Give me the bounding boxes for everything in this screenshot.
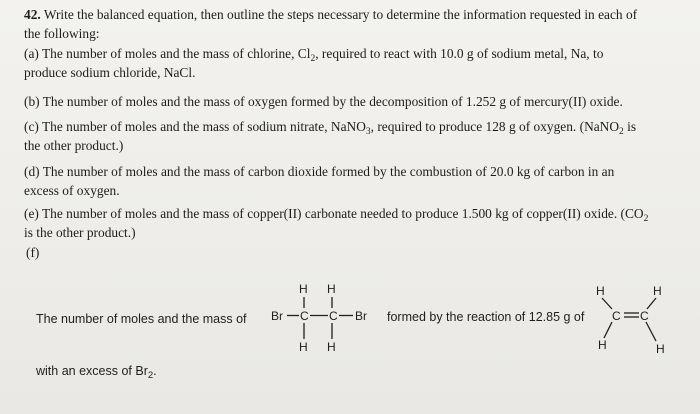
question-intro-text: Write the balanced equation, then outline the steps necessary to determine the information requested in each of xyxy=(43,7,638,22)
ethylene-c-right: C xyxy=(640,309,649,323)
dibromo-h-bottom-2: H xyxy=(327,340,336,354)
part-c-subscript: 3 xyxy=(365,127,371,137)
dibromo-c2: C xyxy=(329,309,338,323)
ethylene-c-left: C xyxy=(612,309,621,323)
part-c-line2: the other product.) xyxy=(24,138,124,153)
ethylene-h-top-right: H xyxy=(653,284,662,298)
part-f-text-after: formed by the reaction of 12.85 g of xyxy=(387,310,585,324)
part-a-line2: produce sodium chloride, NaCl. xyxy=(24,65,196,80)
part-f-last-text: with an excess of Br xyxy=(36,364,148,378)
part-b-line1: (b) The number of moles and the mass of oxygen formed by the decomposition of 1.252 g of mercury(II) oxide. xyxy=(24,94,623,109)
ethylene-h-bottom-left: H xyxy=(598,338,607,352)
part-a-text-end: , required to react with 10.0 g of sodium metal, Na, to xyxy=(315,46,604,61)
bond-c-h-bottom-left xyxy=(604,322,612,338)
dibromoethane-structure xyxy=(271,282,367,354)
part-f-last-subscript: 2 xyxy=(147,370,154,381)
dibromo-right-br: Br xyxy=(355,309,367,323)
bond-c-h-bottom-right xyxy=(646,322,656,341)
part-f-text-before: The number of moles and the mass of xyxy=(36,312,247,326)
part-a-text: (a) The number of moles and the mass of chlorine, Cl xyxy=(24,46,311,61)
part-c-text-mid: , required to produce 128 g of oxygen. (NaNO xyxy=(370,119,620,134)
bond-c-h-top-left xyxy=(602,298,612,309)
ethylene-h-top-left: H xyxy=(596,284,605,298)
part-c-text-end: is xyxy=(623,119,637,134)
dibromo-h-top-2: H xyxy=(327,282,336,296)
part-c-text: (c) The number of moles and the mass of sodium nitrate, NaNO xyxy=(24,119,366,134)
part-f-label: (f) xyxy=(26,245,40,260)
part-d-line1: (d) The number of moles and the mass of carbon dioxide formed by the combustion of 20.0 kg of carbon in an xyxy=(24,164,615,179)
part-d-line2: excess of oxygen. xyxy=(24,183,120,198)
question-number: 42. xyxy=(24,7,41,22)
part-e-subscript: 2 xyxy=(643,214,649,224)
part-c-subscript-2: 2 xyxy=(619,127,624,137)
dibromo-left-br: Br xyxy=(271,309,283,323)
question-intro-line2: the following: xyxy=(24,26,100,41)
dibromo-h-top-1: H xyxy=(299,282,308,296)
part-e-line2: is the other product.) xyxy=(24,225,136,240)
part-f-last-period: . xyxy=(153,364,157,378)
dibromo-c1: C xyxy=(300,309,309,323)
part-a-subscript: 2 xyxy=(310,54,316,64)
bond-c-h-top-right xyxy=(647,298,656,309)
dibromo-h-bottom-1: H xyxy=(299,340,308,354)
part-e-text: (e) The number of moles and the mass of copper(II) carbonate needed to produce 1.500 kg of copper(II) oxide. (CO xyxy=(24,206,644,221)
ethylene-structure xyxy=(596,284,665,356)
ethylene-h-bottom-right: H xyxy=(656,342,665,356)
